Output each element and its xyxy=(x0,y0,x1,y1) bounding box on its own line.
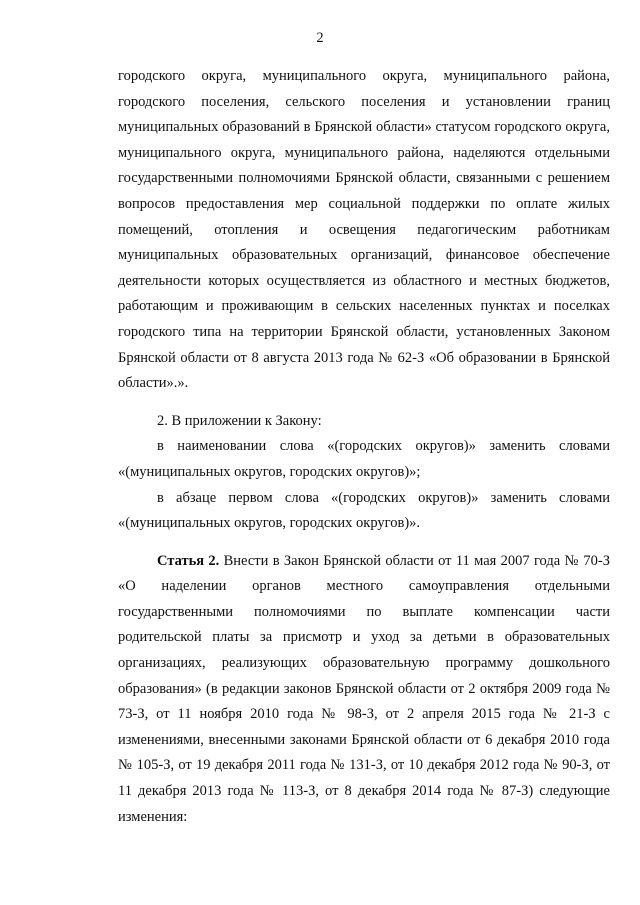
paragraph-continuation: городского округа, муниципального округа, муниципального района, городского поселения, сельского поселения и установлении границ муниципальных образований в Брянской области» статусом городского округа, муниципального округа, муниципального района, наделяются отдельными государственными полномочиями Брянской области, связанными с решением вопросов предоставления мер социальной поддержки по оплате жилых помещений, отопления и освещения педагогическим работникам муниципальных образовательных организаций, финансовое обеспечение деятельности которых осуществляется из областного и местных бюджетов, работающим и проживающим в сельских населенных пунктах и поселках городского типа на территории Брянской области, установленных Законом Брянской области от 8 августа 2013 года № 62-З «Об образовании в Брянской области».». xyxy=(118,68,610,392)
article-2-text: Внести в Закон Брянской области от 11 мая 2007 года № 70-З «О наделении органов местного самоуправления отдельными государственными полномочиями по выплате компенсации части родительской платы за присмотр и уход за детьми в образовательных организациях, реализующих образовательную программу дошкольного образования» (в редакции законов Брянской области от 2 октября 2009 года № 73-З, от 11 ноября 2010 года № 98-З, от 2 апреля 2015 года № 21-З с изменениями, внесенными законами Брянской области от 6 декабря 2010 года № 105-З, от 19 декабря 2011 года № 131-З, от 10 декабря 2012 года № 90-З, от 11 декабря 2013 года № 113-З, от 8 декабря 2014 года № 87-З) следующие изменения: xyxy=(118,552,610,825)
paragraph-article-2 xyxy=(118,549,610,831)
page-number: 2 xyxy=(316,30,324,46)
article-2-label: Статья 2. xyxy=(157,552,220,569)
paragraph-appendix-heading: 2. В приложении к Закону: xyxy=(157,412,322,429)
paragraph-first-para-replacement: в абзаце первом слова «(городских округов)» заменить словами «(муниципальных округов, городских округов)». xyxy=(118,489,610,532)
paragraph-title-replacement: в наименовании слова «(городских округов)» заменить словами «(муниципальных округов, городских округов)»; xyxy=(118,438,610,480)
document-body xyxy=(118,64,610,830)
